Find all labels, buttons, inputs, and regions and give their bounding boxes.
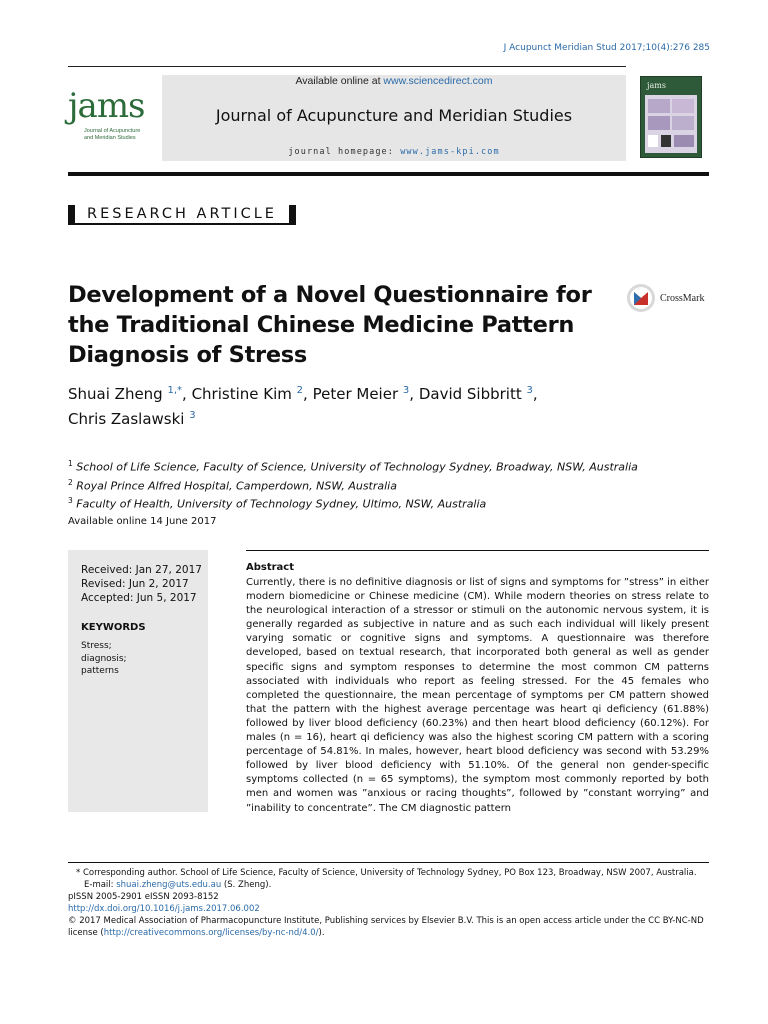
affiliation: $^3$ Faculty of Health, University of Technology Sydney, Ultimo, NSW, Australia (68, 496, 487, 511)
journal-cover-image (640, 76, 702, 158)
article-title: Development of a Novel Questionnaire for the Traditional Chinese Medicine Pattern Diagnosis of Stress (68, 282, 592, 368)
email-link[interactable]: shuai.zheng@uts.edu.au (116, 880, 222, 890)
banner-bottom-rule (68, 172, 709, 176)
sciencedirect-link[interactable]: www.sciencedirect.com (383, 75, 493, 87)
received-date: Received: Jan 27, 2017 (81, 564, 202, 576)
email-line: E-mail: shuai.zheng@uts.edu.au (S. Zheng). (84, 880, 272, 890)
keywords-heading: KEYWORDS (81, 622, 146, 633)
abstract-text: Currently, there is no definitive diagnosis or list of signs and symptoms for ”stress” in either modern biomedicine or Chinese medicine (CM). While modern theories on stress relate to the neurological interaction of a stressor or stimuli on the autonomic nervous system, it is generally regarded as subjective in nature and as such each individual will likely present varying somatic or cognitive signs and symptoms. A questionnaire was therefore developed, based on textual research, that incorporated both general as well as gender specific signs and symptom responses to determine the most common CM patterns associated with individuals who report as feeling stressed. For the 45 females who completed the questionnaire, the mean percentage of symptoms per CM pattern showed that the pattern with the highest average percentage was heart qi deficiency (61.88%) followed by liver blood deficiency (60.23%) and then heart blood deficiency (60.12%). For males (n = 16), heart qi deficiency was also the highest scoring CM pattern with a scoring percentage of 54.81%. In males, however, heart blood deficiency was second with 53.29% followed by liver blood deficiency with 51.10%. Of the general non gender-specific symptoms collected (n = 65 symptoms), the symptom most commonly reported by both men and women was ”anxious or racing thoughts”, followed by ”constant worrying” and ”inability to concentrate”. The CM diagnostic pattern (246, 577, 709, 814)
keyword: patterns (81, 666, 119, 676)
journal-logo-subtitle: Journal of Acupuncture and Meridian Studies (84, 128, 141, 141)
crossmark-icon[interactable] (626, 283, 656, 313)
journal-logo: jams (68, 86, 145, 126)
abstract-heading: Abstract (246, 562, 295, 573)
cover-logo: jams (647, 81, 666, 90)
available-online-line: Available online at www.sciencedirect.com (295, 75, 493, 87)
affiliation: $^2$ Royal Prince Alfred Hospital, Camperdown, NSW, Australia (68, 477, 397, 493)
keyword: Stress; (81, 641, 112, 651)
abstract-rule (246, 550, 709, 551)
keyword: diagnosis; (81, 653, 127, 664)
author: Peter Meier $^3$, (312, 385, 419, 403)
keywords-list (81, 640, 127, 678)
affiliation-list (68, 456, 648, 512)
article-dates (81, 563, 202, 605)
issn-line: pISSN 2005-2901 eISSN 2093-8152 (68, 892, 219, 902)
footnotes (68, 867, 709, 939)
banner-top-rule (68, 66, 626, 67)
available-online-date: Available online 14 June 2017 (68, 516, 217, 527)
cover-art-icon (645, 95, 697, 153)
corresponding-author-note: * Corresponding author. School of Life Science, Faculty of Science, University of Technology Sydney, PO Box 123, Broadway, NSW 2007, Australia. (76, 868, 697, 878)
author-list (68, 380, 628, 430)
author: Christine Kim $^2$, (191, 385, 313, 403)
journal-name: Journal of Acupuncture and Meridian Studies (215, 106, 573, 125)
copyright-line: © 2017 Medical Association of Pharmacopuncture Institute, Publishing services by Elsevier B.V. This is an open access article under the CC BY-NC-ND license (http://creativecommons.org/licenses/by-nc-nd/4.0/). (68, 916, 704, 938)
footnote-rule (68, 862, 709, 863)
accepted-date: Accepted: Jun 5, 2017 (81, 592, 197, 604)
doi-link[interactable]: http://dx.doi.org/10.1016/j.jams.2017.06.002 (68, 904, 260, 914)
section-label: RESEARCH ARTICLE (87, 206, 277, 222)
license-link[interactable]: http://creativecommons.org/licenses/by-nc-nd/4.0/ (103, 928, 319, 938)
journal-homepage-line: journal homepage: www.jams-kpi.com (288, 147, 500, 157)
author: Shuai Zheng $^{1,*}$, (68, 385, 192, 403)
affiliation: $^1$ School of Life Science, Faculty of Science, University of Technology Sydney, Broadway, NSW, Australia (68, 459, 638, 474)
revised-date: Revised: Jun 2, 2017 (81, 578, 189, 590)
author: David Sibbritt $^3$, (418, 385, 538, 403)
crossmark-label[interactable]: CrossMark (660, 293, 705, 304)
journal-homepage-link[interactable]: www.jams-kpi.com (400, 147, 500, 157)
running-header: J Acupunct Meridian Stud 2017;10(4):276 285 (503, 43, 710, 53)
author: Chris Zaslawski $^3$ (68, 410, 196, 428)
